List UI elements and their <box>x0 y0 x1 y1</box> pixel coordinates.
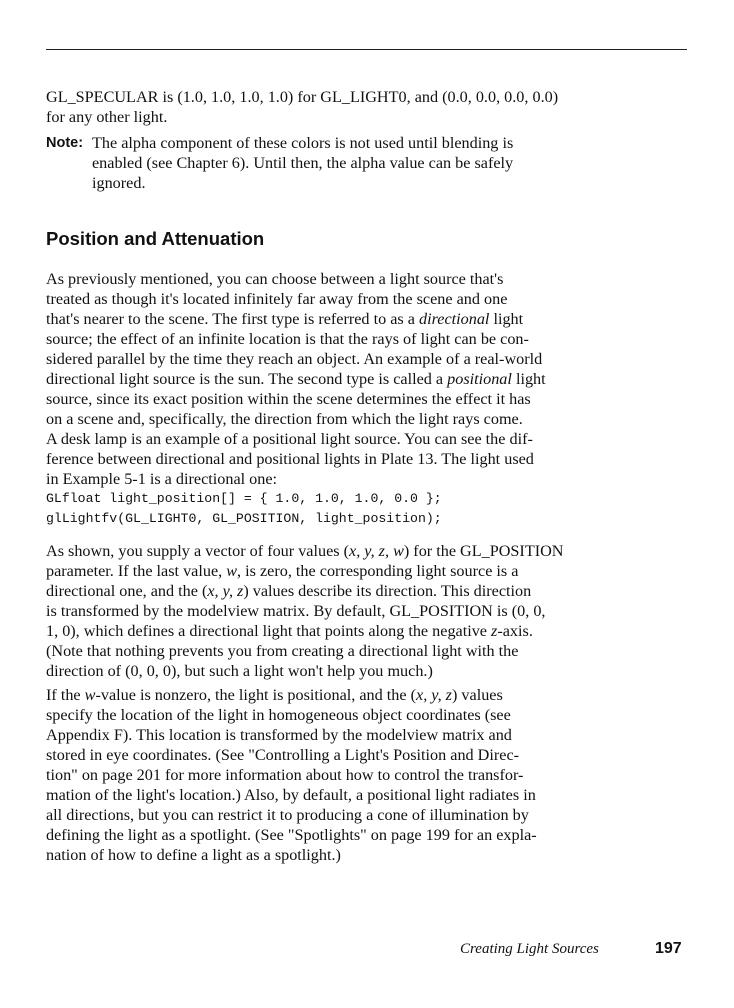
text-line: stored in eye coordinates. (See "Controlling a Light's Position and Direc- <box>46 746 520 764</box>
note-line-3: ignored. <box>92 174 146 192</box>
text-fragment: ) values <box>451 686 503 704</box>
emphasis-xyz: x, y, z <box>207 582 244 600</box>
position-paragraph <box>46 269 646 489</box>
text-line: that's nearer to the scene. The first type is referred to as a <box>46 310 419 328</box>
emphasis-w: w <box>226 562 238 580</box>
text-line: ference between directional and positional lights in Plate 13. The light used <box>46 450 534 468</box>
text-line: on a scene and, specifically, the direction from which the light rays come. <box>46 410 523 428</box>
emphasis-xyz: x, y, z <box>416 686 452 704</box>
text-fragment: If the <box>46 686 85 704</box>
emphasis-z: z <box>491 622 498 640</box>
text-line: Appendix F). This location is transformed by the modelview matrix and <box>46 726 512 744</box>
header-rule <box>46 49 687 50</box>
intro-paragraph <box>46 87 646 127</box>
emphasis-positional: positional <box>447 370 512 388</box>
text-line: all directions, but you can restrict it to producing a cone of illumination by <box>46 806 529 824</box>
emphasis-xyzw: x, y, z, w <box>349 542 404 560</box>
text-fragment: , is zero, the corresponding light source is a <box>237 562 519 580</box>
text-line: tion" on page 201 for more information about how to control the transfor- <box>46 766 524 784</box>
text-line: defining the light as a spotlight. (See "Spotlights" on page 199 for an expla- <box>46 826 537 844</box>
code-sample <box>46 489 442 529</box>
text-fragment: directional one, and the ( <box>46 582 208 600</box>
text-line: As previously mentioned, you can choose between a light source that's <box>46 270 504 288</box>
running-footer-title: Creating Light Sources <box>460 941 599 957</box>
code-line-2: glLightfv(GL_LIGHT0, GL_POSITION, light_position); <box>46 511 442 526</box>
text-line: direction of (0, 0, 0), but such a light won't help you much.) <box>46 662 433 680</box>
text-line: (Note that nothing prevents you from creating a directional light with the <box>46 642 519 660</box>
text-line: in Example 5-1 is a directional one: <box>46 470 278 488</box>
text-line: sidered parallel by the time they reach an object. An example of a real-world <box>46 350 543 368</box>
text-fragment: 1, 0), which defines a directional light that points along the negative <box>46 622 492 640</box>
emphasis-directional: directional <box>418 310 490 328</box>
text-fragment: parameter. If the last value, <box>46 562 227 580</box>
gl-position-paragraph <box>46 541 646 681</box>
text-fragment: -value is nonzero, the light is positional, and the ( <box>95 686 417 704</box>
intro-line-1: GL_SPECULAR is (1.0, 1.0, 1.0, 1.0) for GL_LIGHT0, and (0.0, 0.0, 0.0, 0.0) <box>46 88 559 106</box>
text-line: is transformed by the modelview matrix. By default, GL_POSITION is (0, 0, <box>46 602 546 620</box>
text-line: mation of the light's location.) Also, by default, a positional light radiates in <box>46 786 536 804</box>
text-line: source; the effect of an infinite location is that the rays of light can be con- <box>46 330 529 348</box>
emphasis-w: w <box>84 686 96 704</box>
section-heading: Position and Attenuation <box>46 228 265 249</box>
positional-light-paragraph <box>46 685 646 865</box>
text-line: directional light source is the sun. The second type is called a <box>46 370 448 388</box>
text-fragment: As shown, you supply a vector of four values ( <box>46 542 350 560</box>
page-number: 197 <box>655 940 682 957</box>
text-line: source, since its exact position within the scene determines the effect it has <box>46 390 531 408</box>
text-line: nation of how to define a light as a spotlight.) <box>46 846 341 864</box>
text-fragment: ) for the GL_POSITION <box>403 542 564 560</box>
text-line: treated as though it's located infinitely far away from the scene and one <box>46 290 508 308</box>
text-line: A desk lamp is an example of a positional light source. You can see the dif- <box>46 430 533 448</box>
note-line-2: enabled (see Chapter 6). Until then, the alpha value can be safely <box>92 154 514 172</box>
text-fragment: ) values describe its direction. This direction <box>243 582 532 600</box>
text-line: specify the location of the light in homogeneous object coordinates (see <box>46 706 511 724</box>
text-fragment: -axis. <box>497 622 533 640</box>
code-line-1: GLfloat light_position[] = { 1.0, 1.0, 1.0, 0.0 }; <box>46 491 442 506</box>
text-fragment: light <box>489 310 524 328</box>
note-text <box>92 133 612 193</box>
intro-line-2: for any other light. <box>46 108 168 126</box>
note-line-1: The alpha component of these colors is not used until blending is <box>92 134 514 152</box>
text-fragment: light <box>511 370 546 388</box>
note-label: Note: <box>46 135 84 151</box>
